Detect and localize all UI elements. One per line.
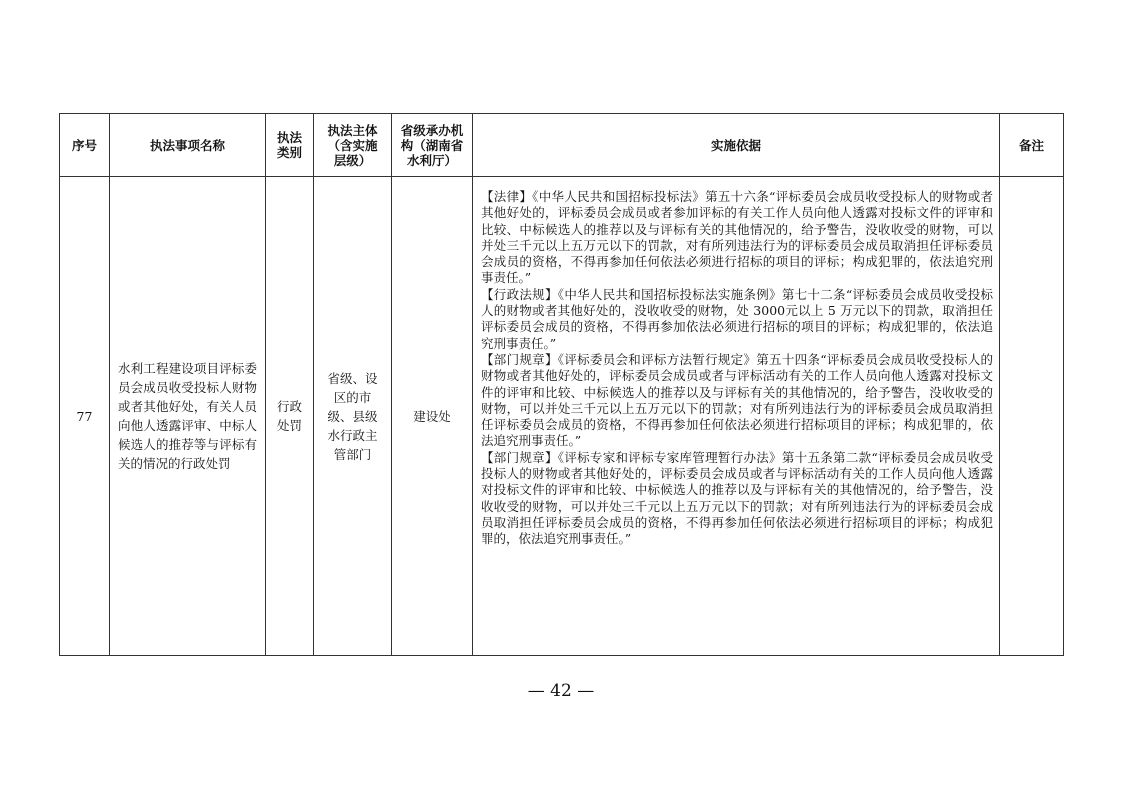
header-remark-label: 备注 (1018, 137, 1044, 153)
cell-category (266, 177, 314, 656)
category-value: 行政处罚 (276, 399, 302, 433)
seq-value: 77 (76, 408, 93, 424)
table-row (60, 177, 1064, 656)
header-subject-label: 执法主体（含实施层级） (327, 122, 378, 168)
cell-remark (1000, 177, 1064, 656)
cell-seq (60, 177, 110, 656)
basis-paragraph: 【部门规章】《评标委员会和评标方法暂行规定》第五十四条“评标委员会成员收受投标人的财物或者其他好处的，评标委员会成员或者与评标活动有关的工作人员向他人透露对投标文件的评审和比较、中标候选人的推荐以及与评标有关的其他情况的，给予警告，没收收受的财物，可以并处三千元以上五万元以下的罚款；对有所列违法行为的评标委员会成员取消担任评标委员会成员的资格，不得再参加任何依法必须进行招标项目的评标；构成犯罪的，依法追究刑事责任。” (481, 351, 993, 449)
header-basis-label: 实施依据 (710, 137, 761, 153)
cell-subject (314, 177, 392, 656)
org-value: 建设处 (413, 408, 451, 424)
header-category-label: 执法类别 (276, 130, 302, 160)
page-number: — 42 — (527, 681, 595, 701)
header-subject (314, 114, 392, 177)
table-header-row (60, 114, 1064, 177)
header-remark (1000, 114, 1064, 177)
header-seq (60, 114, 110, 177)
header-category (266, 114, 314, 177)
header-org-label: 省级承办机构（湖南省水利厅） (400, 122, 464, 168)
basis-paragraph: 【部门规章】《评标专家和评标专家库管理暂行办法》第十五条第二款“评标委员会成员收受投标人的财物或者其他好处的，评标委员会成员或者与评标活动有关的工作人员向他人透露对投标文件的评审和比较、中标候选人的推荐以及与评标有关的其他情况的，给予警告，没收收受的财物，可以并处三千元以上五万元以下的罚款；对有所列违法行为的评标委员会成员取消担任评标委员会成员的资格，不得再参加任何依法必须进行招标项目的评标；构成犯罪的，依法追究刑事责任。” (481, 449, 993, 547)
header-seq-label: 序号 (71, 137, 97, 153)
cell-basis (473, 177, 1000, 656)
header-item-name (110, 114, 266, 177)
header-basis (473, 114, 1000, 177)
cell-item-name (110, 177, 266, 656)
subject-value: 省级、设区的市级、县级水行政主管部门 (327, 370, 378, 462)
cell-org (392, 177, 473, 656)
item-name-value: 水利工程建设项目评标委员会成员收受投标人财物或者其他好处，有关人员向他人透露评审、中标人候选人的推荐等与评标有关的情况的行政处罚 (118, 361, 257, 471)
header-org (392, 114, 473, 177)
header-item-name-label: 执法事项名称 (149, 137, 225, 153)
basis-text-block (473, 177, 999, 548)
basis-paragraph: 【行政法规】《中华人民共和国招标投标法实施条例》第七十二条“评标委员会成员收受投标人的财物或者其他好处的，没收收受的财物，处 3000元以上 5 万元以下的罚款，取消担任评标委员会成员的资格，不得再参加依法必须进行招标的项目的评标；构成犯罪的，依法追究刑事责任。” (481, 286, 993, 351)
basis-paragraph: 【法律】《中华人民共和国招标投标法》第五十六条“评标委员会成员收受投标人的财物或者其他好处的，评标委员会成员或者参加评标的有关工作人员向他人透露对投标文件的评审和比较、中标候选人的推荐以及与评标有关的其他情况的，给予警告，没收收受的财物，可以并处三千元以上五万元以下的罚款，对有所列违法行为的评标委员会成员取消担任评标委员会成员的资格，不得再参加任何依法必须进行招标的项目的评标；构成犯罪的，依法追究刑事责任。” (481, 189, 993, 286)
enforcement-items-table (59, 113, 1064, 656)
